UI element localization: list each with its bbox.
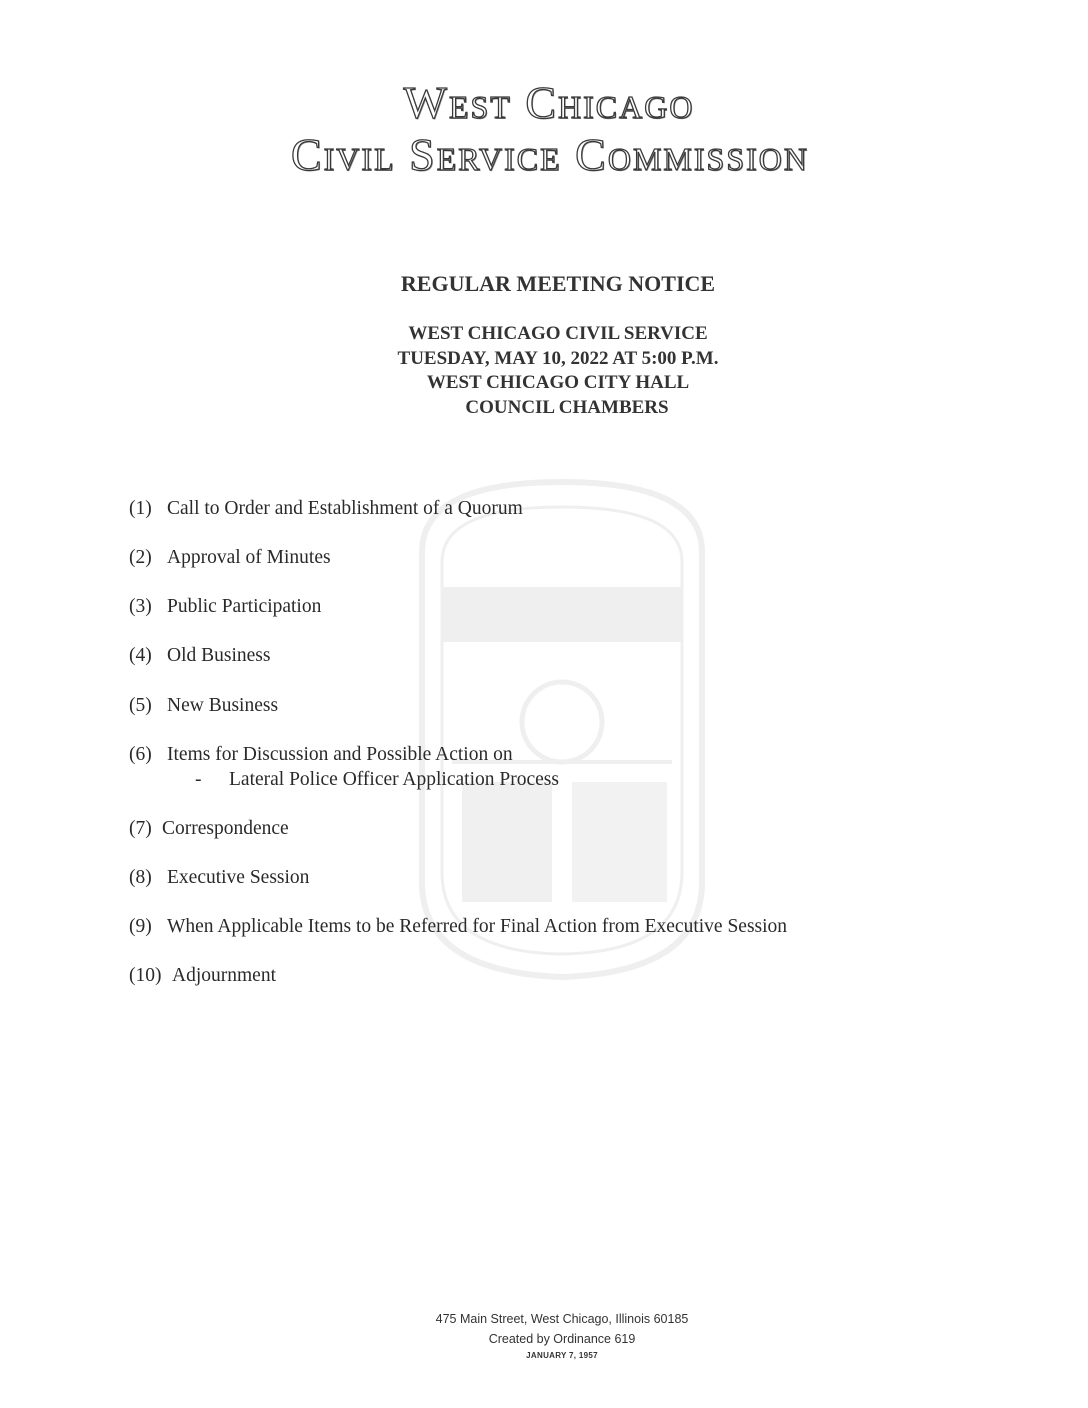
agenda-item-text: Correspondence: [162, 818, 289, 839]
agenda-item-text: Public Participation: [167, 596, 322, 617]
agenda-item-text: Executive Session: [167, 867, 310, 888]
agenda-item: [129, 818, 289, 840]
agenda-item-text: Call to Order and Establishment of a Quorum: [167, 498, 523, 519]
agenda-item: [129, 744, 513, 766]
agenda-subitem-text: Lateral Police Officer Application Process: [229, 769, 559, 790]
agenda-item: [129, 645, 270, 667]
notice-body-name: WEST CHICAGO CIVIL SERVICE: [408, 323, 708, 344]
agenda-item-text: Items for Discussion and Possible Action on: [167, 744, 513, 765]
agenda-item: [129, 867, 309, 889]
agenda-item: [129, 965, 276, 987]
agenda-item: [129, 547, 331, 569]
agenda-item-number: (2): [129, 547, 152, 568]
agenda-item: [129, 916, 787, 938]
agenda-item-text: New Business: [167, 695, 279, 716]
agenda-subitem-marker: -: [195, 769, 202, 790]
agenda-item: [129, 498, 523, 520]
city-seal-watermark: [392, 462, 732, 992]
agenda-item: [129, 596, 321, 618]
footer-date: JANUARY 7, 1957: [526, 1351, 598, 1360]
agenda-item-number: (7): [129, 818, 152, 839]
agenda-item-text: Adjournment: [172, 965, 276, 986]
agenda-item: [129, 695, 278, 717]
agenda-subitem: [195, 769, 559, 791]
agenda-item-text: Old Business: [167, 645, 271, 666]
agenda-item-number: (9): [129, 916, 152, 937]
agenda-item-text: Approval of Minutes: [167, 547, 331, 568]
footer-ordinance: Created by Ordinance 619: [488, 1332, 636, 1346]
agenda-item-number: (4): [129, 645, 152, 666]
agenda-item-number: (10): [129, 965, 162, 986]
letterhead-line-1: West Chicago: [403, 77, 695, 128]
agenda-item-number: (6): [129, 744, 152, 765]
notice-title: REGULAR MEETING NOTICE: [400, 271, 716, 296]
notice-date-time: TUESDAY, MAY 10, 2022 AT 5:00 P.M.: [397, 347, 719, 369]
footer: [0, 1309, 1088, 1363]
meeting-notice-header: [0, 270, 1088, 420]
notice-location: WEST CHICAGO CITY HALL: [426, 372, 690, 393]
agenda-item-text: When Applicable Items to be Referred for Final Action from Executive Session: [167, 916, 788, 937]
agenda-item-number: (8): [129, 867, 152, 888]
footer-address: 475 Main Street, West Chicago, Illinois 60185: [435, 1312, 689, 1326]
agenda-item-number: (1): [129, 498, 152, 519]
agenda-item-number: (5): [129, 695, 152, 716]
agenda-item-number: (3): [129, 596, 152, 617]
notice-details: [28, 322, 1088, 420]
letterhead-line-2: Civil Service Commission: [290, 129, 810, 180]
notice-room: COUNCIL CHAMBERS: [465, 396, 669, 418]
letterhead: [0, 78, 1088, 180]
